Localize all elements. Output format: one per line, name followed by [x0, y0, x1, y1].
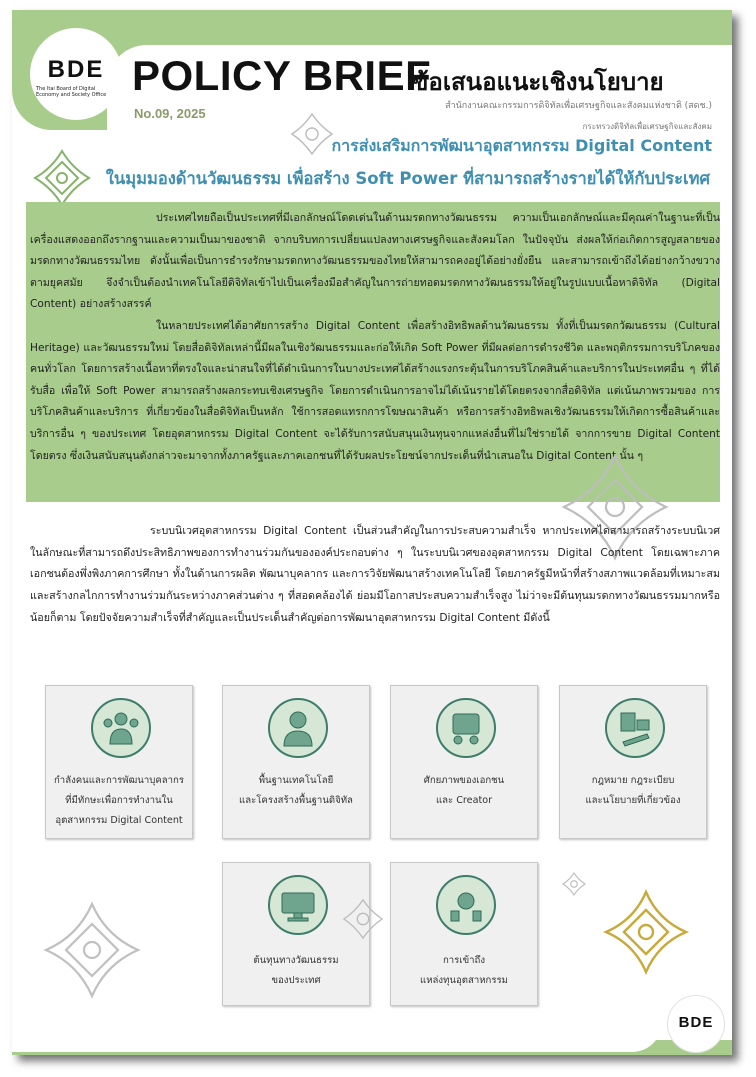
workforce-icon: [91, 698, 151, 758]
headline-line-1: การส่งเสริมการพัฒนาอุตสาหกรรม Digital Content: [331, 136, 712, 155]
series-title: POLICY BRIEF: [132, 52, 432, 99]
factor-label: ศักยภาพของเอกชน และ Creator: [423, 775, 505, 806]
footer-bde-logo: [667, 995, 725, 1053]
ornament-icon: [42, 900, 142, 1000]
intro-paragraph-1: ประเทศไทยถือเป็นประเทศที่มีเอกลักษณ์โดดเด่นในด้านมรดกทางวัฒนธรรม ความเป็นเอกลักษณ์และมีคุณค่าในฐานะที่เป็นเครื่องแสดงออกถึงรากฐานและความเป็นมาของชาติ จากบริบทการเปลี่ยนแปลงทางเศรษฐกิจและสังคมโลก ในปัจจุบัน ส่งผลให้ก่อเกิดการสูญสลายของมรดกทางวัฒนธรรมไทย ดังนั้นเพื่อเป็นการธำรงรักษามรดกทางวัฒนธรรมของไทยให้สามารถคงอยู่ได้อย่างยั่งยืน และสามารถเข้าถึงได้อย่างกว้างขวางตามยุคสมัย จึงจำเป็นต้องนำเทคโนโลยีดิจิทัลเข้าไปเป็นเครื่องมือสำคัญในการถ่ายทอดมรดกทางวัฒนธรรมให้อยู่ในรูปแบบเนื้อหาดิจิทัล (Digital Content) อย่างสร้างสรรค์: [30, 212, 720, 311]
body-text: [30, 520, 720, 629]
factor-card-private-sector: [390, 685, 538, 839]
bde-logo: [30, 28, 122, 120]
law-regulation-icon: [605, 698, 665, 758]
footer-panel: [12, 1022, 662, 1052]
issue-number: No.09, 2025: [134, 106, 206, 121]
thai-series-title: ข้อเสนอแนะเชิงนโยบาย: [412, 68, 664, 96]
logo-subtitle: The Itai Board of Digital Economy and Society Office: [36, 86, 107, 98]
private-sector-creator-icon: [436, 698, 496, 758]
body-paragraph: ระบบนิเวศอุตสาหกรรม Digital Content เป็นส่วนสำคัญในการประสบความสำเร็จ หากประเทศไดสามารถสร้างระบบนิเวศในลักษณะที่สามารถดึงประสิทธิภาพของการทำงานร่วมกันขององค์ประกอบต่าง ๆ ในระบบนิเวศของอุตสาหกรรม Digital Content โดยเฉพาะภาคเอกชนต้องพึ่งพิงภาคการศึกษา ทั้งในด้านการผลิต พัฒนาบุคลากร และการวิจัยพัฒนาสร้างเทคโนโลยี โดยภาครัฐมีหน้าที่สร้างสภาพแวดล้อมที่เหมาะสม และสร้างกลไกการทำงานร่วมกันระหว่างภาคส่วนต่าง ๆ ที่สอดคล้องได้ ย่อมมีโอกาสประสบความสำเร็จสูง ไม่ว่าจะมีต้นทุนมรดกทางวัฒนธรรมมากหรือน้อยก็ตาม โดยปัจจัยความสำเร็จที่สำคัญและเป็นประเด็นสำคัญต่อการพัฒนาอุตสาหกรรม Digital Content มีดังนี้: [30, 524, 720, 624]
factor-label: ต้นทุนทางวัฒนธรรม ของประเทศ: [253, 955, 339, 986]
ornament-icon: [342, 898, 384, 940]
intro-paragraph-2: ในหลายประเทศได้อาศัยการสร้าง Digital Content เพื่อสร้างอิทธิพลด้านวัฒนธรรม ทั้งที่เป็นมรดกวัฒนธรรม (Cultural Heritage) และวัฒนธรรมใหม่ โดยสื่อดิจิทัลเหล่านี้มีผลในเชิงวัฒนธรรมและก่อให้เกิด Soft Power ที่มีผลต่อการดำรงชีวิต และพฤติกรรมการบริโภคของคนทั่วโลก โดยการสร้างเนื้อหาที่ตรงใจและน่าสนใจที่ได้ดำเนินการในบางประเทศได้สร้างแรงกระตุ้นในการบริโภคสินค้าและบริการในประเทศอื่น ๆ ที่ได้รับสื่อ เพื่อให้ Soft Power สามารถสร้างผลกระทบเชิงเศรษฐกิจ โดยการดำเนินการอาจไม่ได้เน้นรายได้โดยตรงจากสื่อดิจิทัล แต่เน้นภาพรวมของ การบริโภคสินค้าและบริการ ที่เกี่ยวข้องในสื่อดิจิทัลเป็นหลัก ใช้การสอดแทรกการโฆษณาสินค้า หรือการสร้างอิทธิพลเชิงวัฒนธรรมให้เกิดการซื้อสินค้าและบริการอื่น ๆ ของประเทศ โดยอุตสาหกรรม Digital Content จะได้รับการสนับสนุนเงินทุนจากแหล่งอื่นที่ไม่ใช่รายได้ จากการขาย Digital Content โดยตรง ซึ่งเงินสนับสนุนดังกล่าวจะมาจากทั้งภาครัฐและภาคเอกชนที่ได้รับผลประโยชน์จากประเด็นที่นำเสนอใน Digital Content นั้น ๆ: [30, 319, 720, 462]
factor-card-workforce: [45, 685, 193, 839]
agency-name: สำนักงานคณะกรรมการดิจิทัลเพื่อเศรษฐกิจและสังคมแห่งชาติ (สดช.): [445, 101, 712, 111]
factor-label: พื้นฐานเทคโนโลยี และโครงสร้างพื้นฐานดิจิทัล: [239, 775, 353, 806]
headline-line-2: ในมุมมองด้านวัฒนธรรม เพื่อสร้าง Soft Power ที่สามารถสร้างรายได้ให้กับประเทศ: [105, 169, 710, 188]
factor-card-law: [559, 685, 707, 839]
intro-text: [30, 208, 720, 467]
factor-card-technology: [222, 685, 370, 839]
ornament-icon: [562, 872, 586, 896]
ornament-icon: [290, 112, 334, 156]
cultural-capital-icon: [268, 875, 328, 935]
technology-person-icon: [268, 698, 328, 758]
ornament-icon: [602, 888, 690, 976]
footer-logo-mark: BDE: [678, 1014, 714, 1031]
factor-label: กำลังคนและการพัฒนาบุคลากร ที่มีทักษะเพื่อการทำงานใน อุตสาหกรรม Digital Content: [54, 775, 184, 826]
funding-access-icon: [436, 875, 496, 935]
factor-card-funding: [390, 862, 538, 1006]
policy-brief-page: [12, 10, 732, 1055]
logo-mark: BDE: [47, 56, 105, 83]
factor-label: การเข้าถึง แหล่งทุนอุตสาหกรรม: [420, 955, 508, 986]
ornament-icon: [32, 148, 92, 208]
factor-label: กฎหมาย กฎระเบียบ และนโยบายที่เกี่ยวข้อง: [585, 775, 681, 806]
ministry-name: กระทรวงดิจิทัลเพื่อเศรษฐกิจและสังคม: [582, 122, 712, 131]
